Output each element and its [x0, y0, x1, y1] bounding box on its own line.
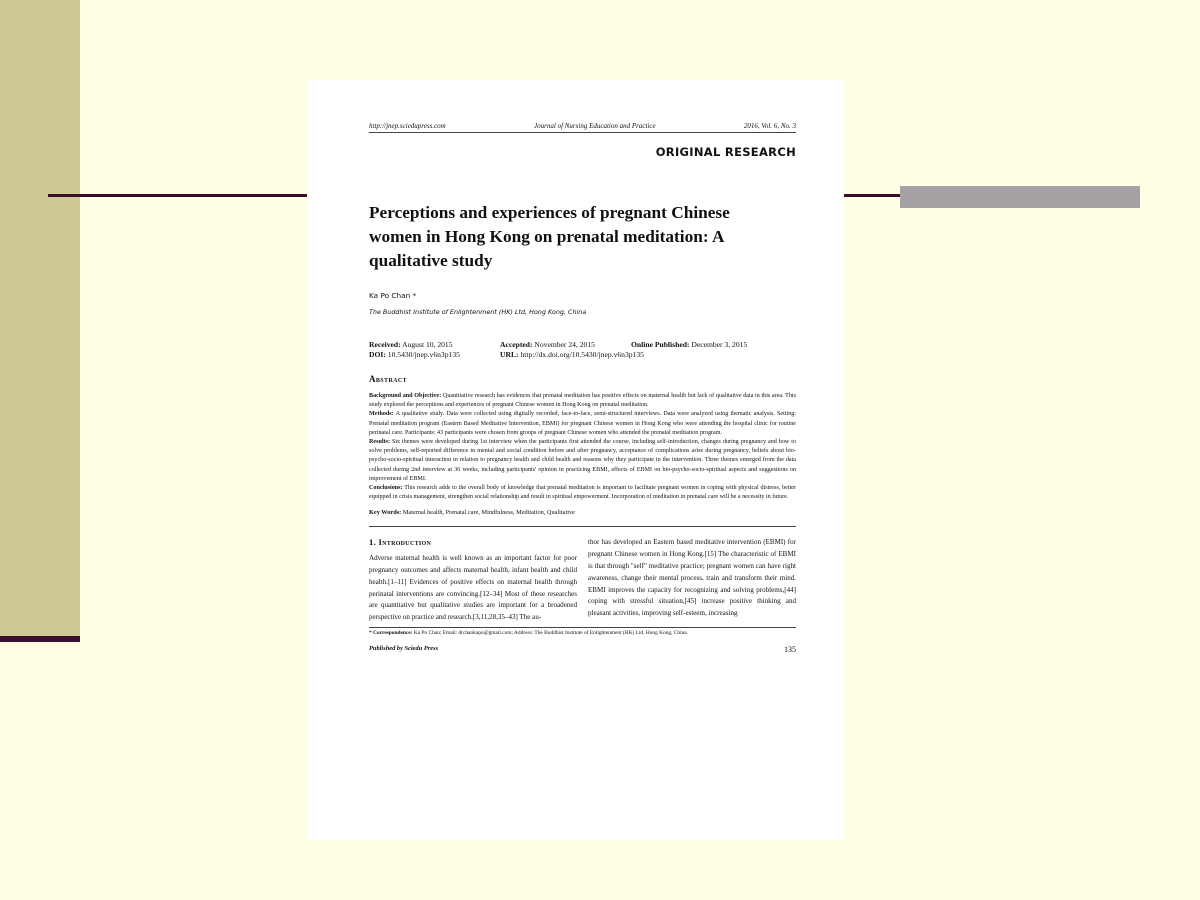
- section-separator: [369, 526, 796, 527]
- intro-text-left: Adverse maternal health is well known as an important factor for poor pregnancy outcomes and affects maternal health, infant health and child health.[1–11] Evidences of positive effects on maternal health through perinatal interventions are convincing.[12–34] Most of these researches are quantitative but qualitative studies are important for a broadened perspective on practice and research.[3,11,28,35–43] The au-: [369, 554, 577, 622]
- accepted-date: Accepted: November 24, 2015: [500, 340, 595, 349]
- paper-page: [307, 80, 844, 840]
- running-head: [369, 122, 796, 133]
- page-footer: [369, 645, 796, 654]
- correspondence-footnote: * Correspondence: Ka Po Chan; Email: drchankapo@gmail.com; Address: The Buddhist Institute of Enlightenment (HK) Ltd, Hong Kong, China.: [369, 627, 796, 636]
- slide-left-bar: [0, 0, 80, 636]
- slide-grey-block: [900, 186, 1140, 208]
- affiliation: The Buddhist Institute of Enlightenment (HK) Ltd, Hong Kong, China: [369, 308, 587, 316]
- intro-heading: 1. Introduction: [369, 537, 432, 548]
- abstract-background: Background and Objective: Quantitative research has evidences that prenatal meditation has positive effects on maternal health but lack of qualitative data in this area. This study explored the perceptions and experiences of pregnant Chinese women in Hong Kong on prenatal meditation.: [369, 393, 796, 409]
- journal-url: http://jnep.sciedupress.com: [369, 122, 446, 130]
- published-date: Online Published: December 3, 2015: [631, 340, 748, 349]
- page-number: 135: [784, 645, 796, 655]
- keywords: Key Words: Maternal health, Prenatal care, Mindfulness, Meditation, Qualitative: [369, 509, 575, 517]
- intro-column-right: [588, 537, 796, 624]
- abstract: [369, 392, 796, 502]
- intro-column-left: [369, 537, 577, 624]
- abstract-heading: Abstract: [369, 374, 408, 384]
- paper-title: Perceptions and experiences of pregnant Chinese women in Hong Kong on prenatal meditation: A qualitative study: [369, 203, 730, 270]
- slide-divider-left: [48, 194, 308, 197]
- doi: DOI: 10.5430/jnep.v6n3p135: [369, 350, 460, 359]
- abstract-methods: Methods: A qualitative study. Data were collected using digitally recorded, face-to-face, semi-structured interviews. Data were analyzed using thematic analysis. Setting: Prenatal meditation program (Eastern Based Meditative Intervention, EBMI) for pregnant Chinese women in Hong Kong who were attending the hospital clinic for routine perinatal care. Participants: 43 participants were chosen from groups of pregnant Chinese women who attended the prenatal meditation program.: [369, 411, 796, 436]
- intro-text-right: thor has developed an Eastern based meditative intervention (EBMI) for pregnant Chinese women in Hong Kong.[15] The characteristic of EBMI is that through "self" meditative practice; pregnant women can have right awareness, change their mental process, train and transform their mind. EBMI improves the capacity for recognizing and solving problems,[44] coping with stressful situation,[45] increase positive thinking and pleasant activities, improving self-esteem, increasing: [588, 538, 796, 618]
- publisher: Published by Sciedu Press: [369, 645, 439, 653]
- journal-volume: 2016, Vol. 6, No. 3: [743, 122, 796, 130]
- section-label: ORIGINAL RESEARCH: [655, 145, 796, 159]
- abstract-results: Results: Six themes were developed during 1st interview when the participants first attended the course, including self-introduction, changes during pregnancy and how to solve problems, self-reported difference in mental and social condition before and after pregnancy, acceptance of complications arise during pregnancy, beliefs about bio-psycho-socio-spiritual interaction in relation to pregnancy health and child health and reasons why they participate in the intervention. Three themes emerged from the data collected during 2nd interview at 36 weeks, including participants' opinion in practicing EBMI, effects of EBMI on bio-psycho-socio-spiritual aspects and suggestions on improvement of EBMI.: [369, 439, 796, 482]
- author: Ka Po Chan *: [369, 291, 417, 300]
- abstract-conclusions: Conclusions: This research adds to the overall body of knowledge that prenatal meditation is important to facilitate pregnant women in coping with physical distress, better equipped in crisis management, strengthen social relationship and result in spiritual empowerment. Incorporation of meditation in prenatal care will be a necessity in future.: [369, 485, 796, 501]
- slide-left-bar-line: [0, 636, 80, 642]
- publication-dates: [369, 340, 796, 360]
- intro-columns: [369, 537, 796, 624]
- received-date: Received: August 10, 2015: [369, 340, 453, 349]
- journal-name: Journal of Nursing Education and Practice: [534, 122, 656, 130]
- doi-url: URL: http://dx.doi.org/10.5430/jnep.v6n3p135: [500, 350, 644, 359]
